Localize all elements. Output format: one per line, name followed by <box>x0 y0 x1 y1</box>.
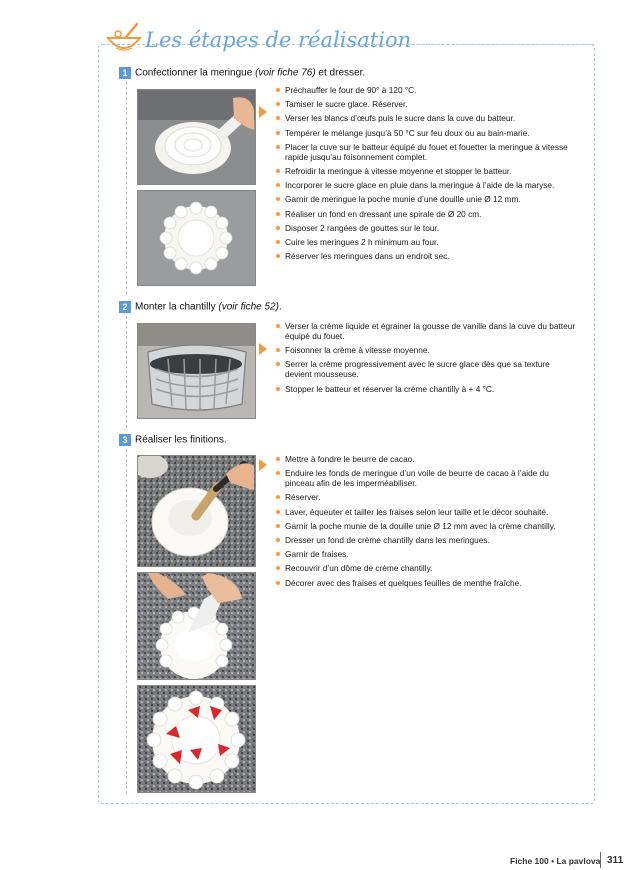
title-divider <box>346 44 594 45</box>
step-number: 2 <box>119 301 131 313</box>
step-2-arrow-icon <box>259 343 267 355</box>
list-item: Verser la crème liquide et égrainer la gousse de vanille dans la cuve du batteur équipé du fouet. <box>276 321 576 341</box>
list-item: Mettre à fondre le beurre de cacao. <box>276 454 576 464</box>
list-item: Garnir de meringue la poche munie d’une douille unie Ø 12 mm. <box>276 194 576 204</box>
list-item: Recouvrir d’un dôme de crème chantilly. <box>276 563 576 573</box>
step-3-heading <box>119 434 227 446</box>
step-title-end: et dresser. <box>315 67 366 79</box>
step-title: Réaliser les finitions. <box>135 434 227 446</box>
step-title: Confectionner la meringue <box>135 67 256 79</box>
page-number: 311 <box>607 855 624 866</box>
step-3-guide-line <box>126 449 127 794</box>
list-item: Stopper le batteur et réserver la crème chantilly à + 4 °C. <box>276 384 576 394</box>
list-item: Foisonner la crème à vitesse moyenne. <box>276 345 576 355</box>
list-item: Réserver. <box>276 492 576 502</box>
pavlova-with-strawberries-photo <box>137 685 256 793</box>
list-item: Réserver les meringues dans un endroit sec. <box>276 251 576 261</box>
meringue-piping-photo <box>137 89 256 185</box>
list-item: Serrer la crème progressivement avec le sucre glace dès que sa texture devient mousseuse. <box>276 359 576 379</box>
list-item: Garnir la poche munie de la douille unie Ø 12 mm avec la crème chantilly. <box>276 521 576 531</box>
piping-chantilly-photo <box>137 572 256 680</box>
footer-divider <box>600 852 601 868</box>
stand-mixer-photo <box>137 323 256 419</box>
list-item: Préchauffer le four de 90° à 120 °C. <box>276 85 576 95</box>
list-item: Décorer avec des fraises et quelques feuilles de menthe fraîche. <box>276 578 576 588</box>
step-1-guide-line <box>126 82 127 294</box>
list-item: Disposer 2 rangées de gouttes sur le tour. <box>276 223 576 233</box>
list-item: Verser les blancs d’œufs puis le sucre dans la cuve du batteur. <box>276 113 576 123</box>
list-item: Laver, équeuter et tailler les fraises selon leur taille et le décor souhaité. <box>276 507 576 517</box>
section-title: Les étapes de réalisation <box>145 28 412 52</box>
step-3-instructions <box>276 454 576 592</box>
step-2-instructions <box>276 321 576 398</box>
meringue-ring-photo <box>137 190 256 286</box>
step-title-end: . <box>278 301 282 313</box>
step-title: Monter la chantilly <box>135 301 219 313</box>
list-item: Refroidir la meringue à vitesse moyenne et stopper le batteur. <box>276 166 576 176</box>
list-item: Tempérer le mélange jusqu’à 50 °C sur feu doux ou au bain-marie. <box>276 128 576 138</box>
list-item: Incorporer le sucre glace en pluie dans la meringue à l’aide de la maryse. <box>276 180 576 190</box>
step-number: 3 <box>119 434 131 446</box>
step-reference: (voir fiche 76) <box>255 67 316 79</box>
list-item: Placer la cuve sur le batteur équipé du fouet et fouetter la meringue à vitesse rapide jusqu’au foisonnement complet. <box>276 142 576 162</box>
step-1-heading <box>119 67 365 79</box>
list-item: Dresser un fond de crème chantilly dans les meringues. <box>276 535 576 545</box>
step-number: 1 <box>119 67 131 79</box>
step-reference: (voir fiche 52) <box>218 301 279 313</box>
step-2-heading <box>119 301 282 313</box>
mixing-bowl-icon <box>106 22 142 56</box>
list-item: Cuire les meringues 2 h minimum au four. <box>276 237 576 247</box>
list-item: Tamiser le sucre glace. Réserver. <box>276 99 576 109</box>
list-item: Réaliser un fond en dressant une spirale de Ø 20 cm. <box>276 209 576 219</box>
step-2-guide-line <box>126 316 127 428</box>
step-3-arrow-icon <box>259 459 267 471</box>
list-item: Enduire les fonds de meringue d’un voile de beurre de cacao à l’aide du pinceau afin de les imperméabiliser. <box>276 468 576 488</box>
step-1-arrow-icon <box>259 106 267 118</box>
brushing-cocoa-butter-photo <box>137 455 256 567</box>
footer-label: Fiche 100 • La pavlova <box>510 856 601 866</box>
step-1-instructions <box>276 85 576 265</box>
list-item: Garnir de fraises. <box>276 549 576 559</box>
